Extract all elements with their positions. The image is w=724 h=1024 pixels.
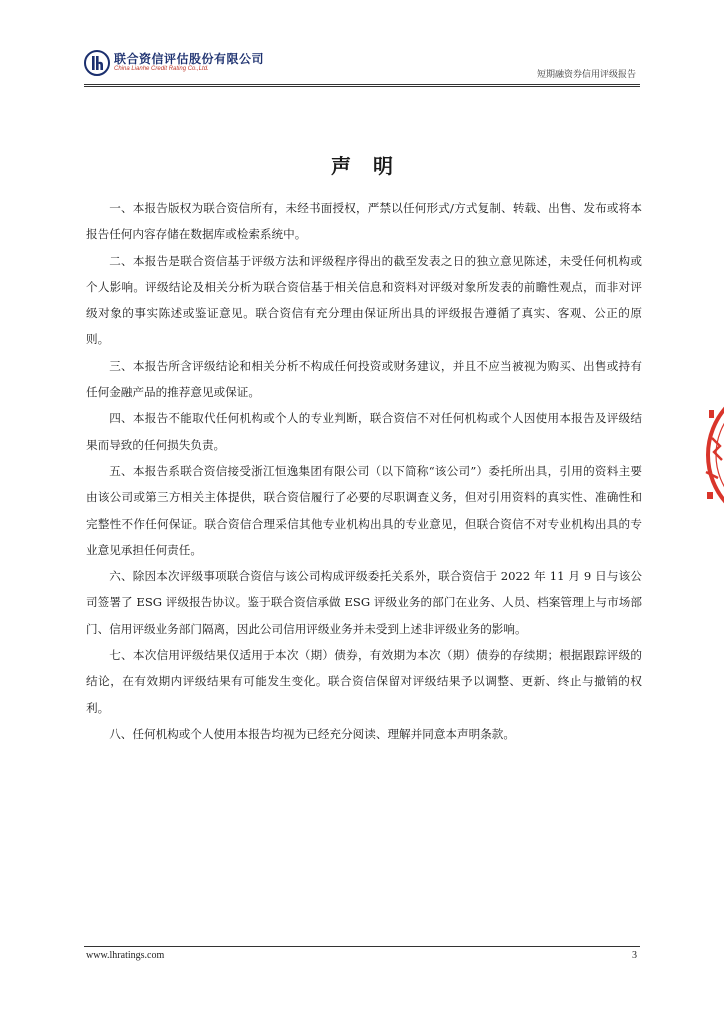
statement-paragraph: 二、本报告是联合资信基于评级方法和评级程序得出的截至发表之日的独立意见陈述，未受任何机构或个人影响。评级结论及相关分析为联合资信基于相关信息和资料对评级对象所发表的前瞻性观点，而非对评级对象的事实陈述或鉴证意见。联合资信有充分理由保证所出具的评级报告遵循了真实、客观、公正的原则。 <box>86 253 642 347</box>
statement-paragraph: 五、本报告系联合资信接受浙江恒逸集团有限公司（以下简称“该公司”）委托所出具，引用的资料主要由该公司或第三方相关主体提供，联合资信履行了必要的尽职调查义务，但对引用资料的真实性、准确性和完整性不作任何保证。联合资信合理采信其他专业机构出具的专业意见，但联合资信不对专业机构出具的专业意见承担任何责任。 <box>86 463 642 557</box>
company-name-cn: 联合资信评估股份有限公司 <box>114 52 265 66</box>
statement-paragraph: 七、本次信用评级结果仅适用于本次（期）债券，有效期为本次（期）债券的存续期；根据跟踪评级的结论，在有效期内评级结果有可能发生变化。联合资信保留对评级结果予以调整、更新、终止与撤销的权利。 <box>86 648 642 715</box>
statement-body <box>86 195 642 747</box>
footer-website-link[interactable]: www.lhratings.com <box>86 950 165 961</box>
header-divider <box>84 84 640 85</box>
lianhe-logo-icon <box>84 50 110 76</box>
footer-divider <box>84 946 640 947</box>
statement-paragraph: 八、任何机构或个人使用本报告均视为已经充分阅读、理解并同意本声明条款。 <box>109 726 515 741</box>
page-header <box>84 50 640 86</box>
statement-paragraph: 四、本报告不能取代任何机构或个人的专业判断，联合资信不对任何机构或个人因使用本报告及评级结果而导致的任何损失负责。 <box>86 411 642 452</box>
header-divider-thin <box>84 86 640 87</box>
page-number: 3 <box>632 950 637 961</box>
company-name-en: China Lianhe Credit Rating Co.,Ltd. <box>114 66 209 72</box>
statement-paragraph: 六、除因本次评级事项联合资信与该公司构成评级委托关系外，联合资信于 2022 年 11 月 9 日与该公司签署了 ESG 评级报告协议。鉴于联合资信承做 ESG 评级业务的部门在业务、人员、档案管理上与市场部门、信用评级业务部门隔离，因此公司信用评级业务并未受到上述非评级业务的影响。 <box>86 569 642 636</box>
statement-paragraph: 一、本报告版权为联合资信所有，未经书面授权，严禁以任何形式/方式复制、转载、出售、发布或将本报告任何内容存储在数据库或检索系统中。 <box>86 201 642 242</box>
report-type-label: 短期融资券信用评级报告 <box>536 70 636 80</box>
page-title: 声明 <box>331 154 415 178</box>
statement-paragraph: 三、本报告所含评级结论和相关分析不构成任何投资或财务建议，并且不应当被视为购买、出售或持有任何金融产品的推荐意见或保证。 <box>86 358 642 400</box>
official-seal-stamp <box>700 380 724 530</box>
